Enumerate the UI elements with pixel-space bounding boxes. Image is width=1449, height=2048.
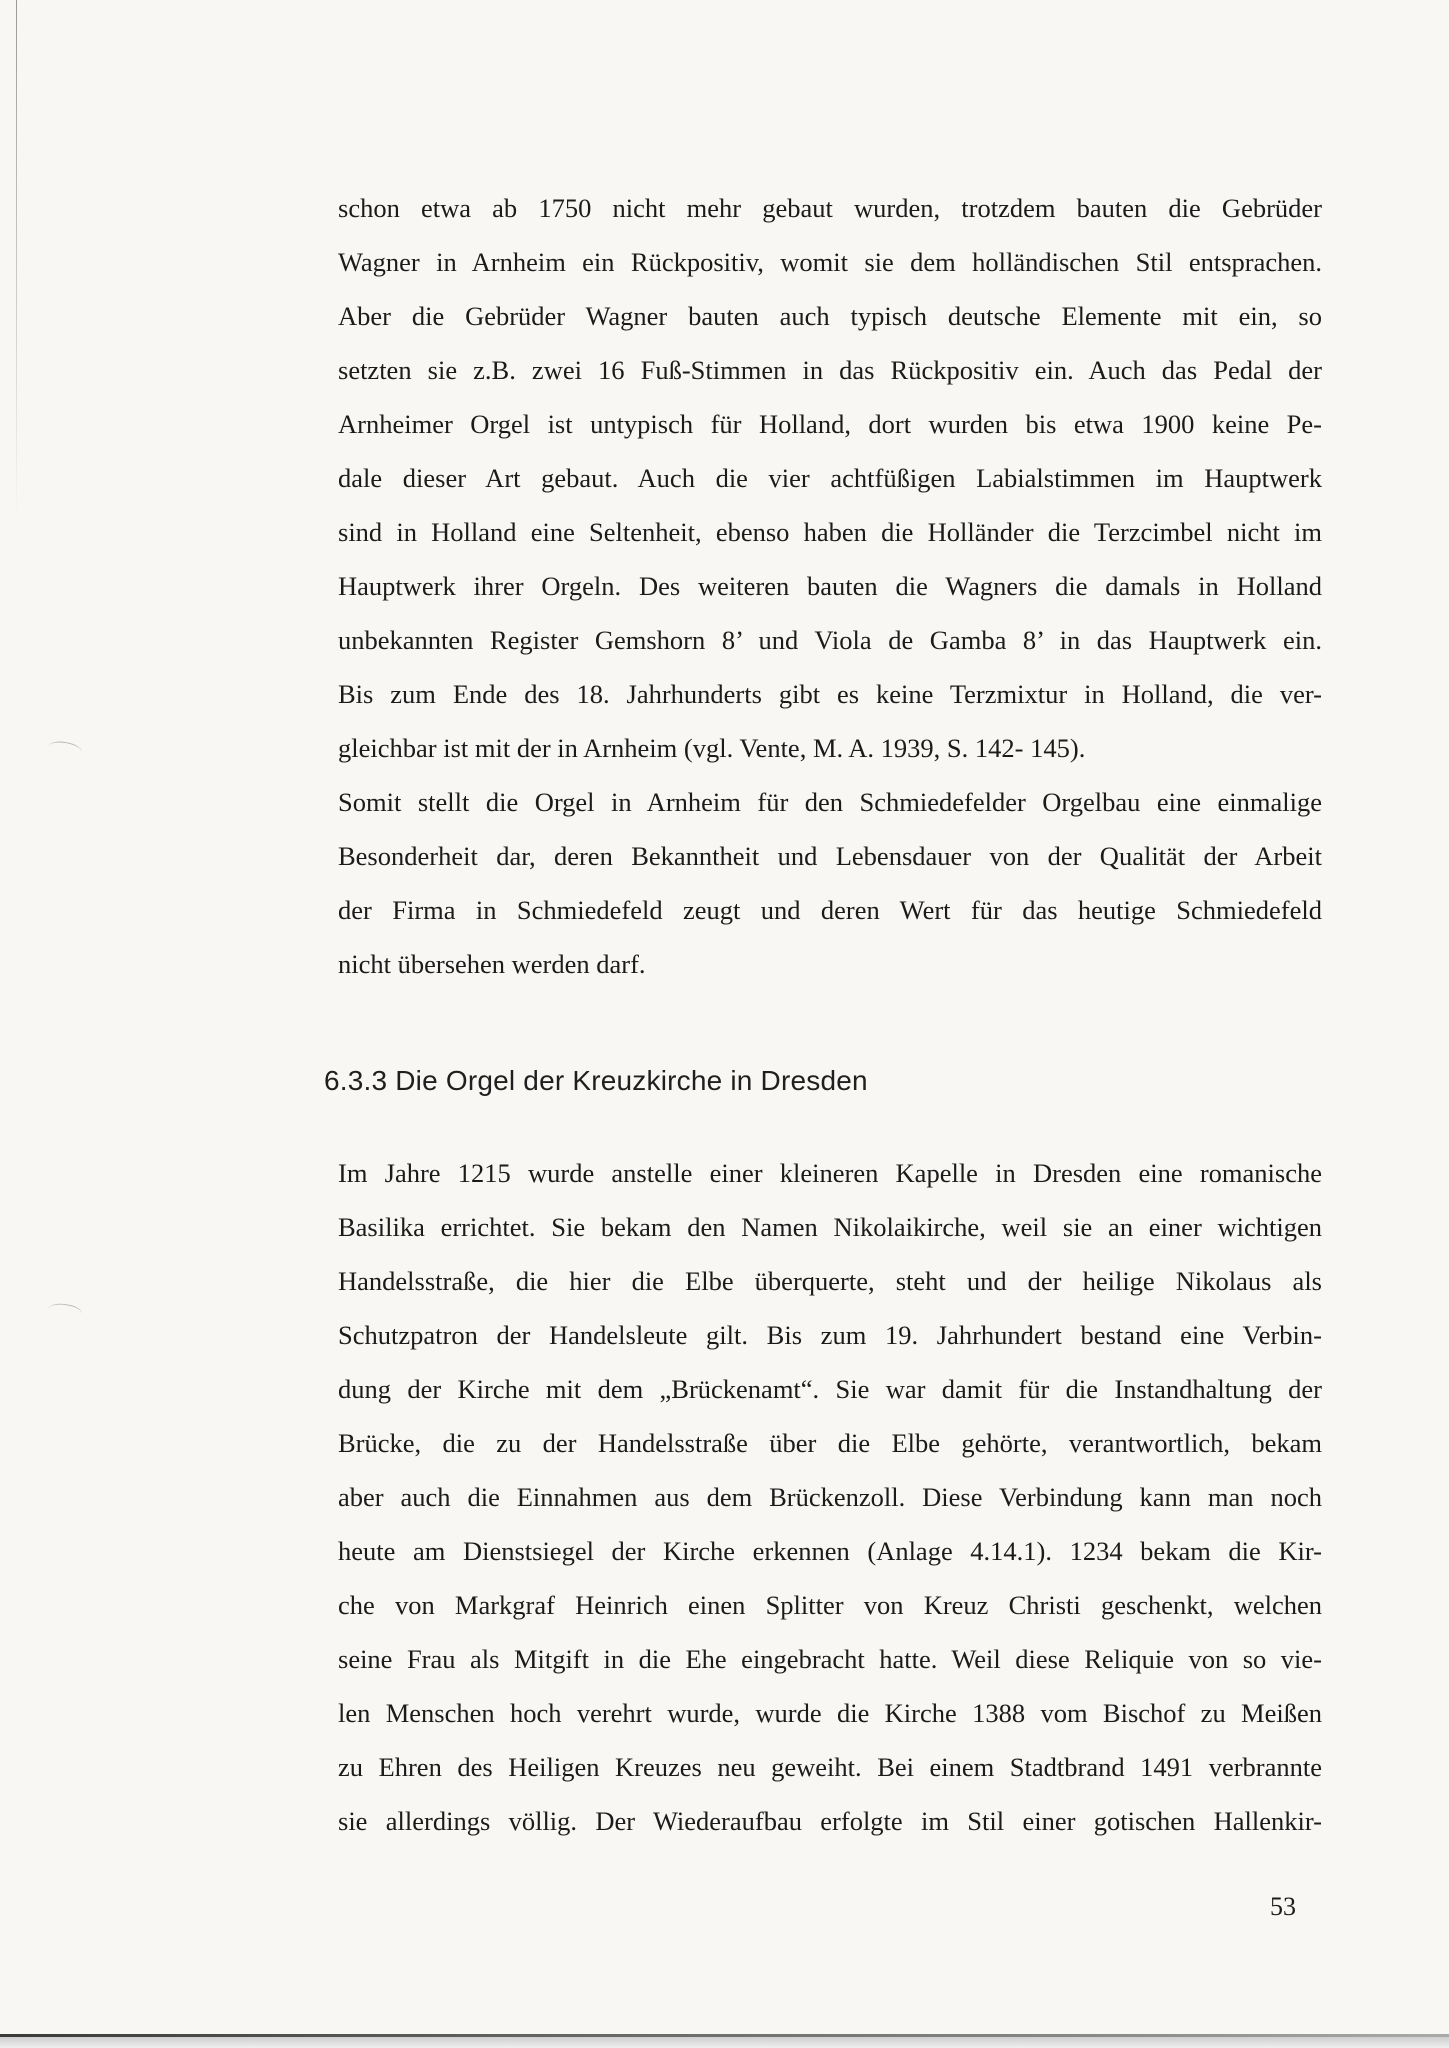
text-line: Handelsstraße, die hier die Elbe überquerte, steht und der heilige Nikolaus als (338, 1266, 1322, 1296)
text-line: setzten sie z.B. zwei 16 Fuß-Stimmen in das Rückpositiv ein. Auch das Pedal der (338, 355, 1322, 385)
text-line: nicht übersehen werden darf. (338, 949, 646, 979)
text-line: Aber die Gebrüder Wagner bauten auch typisch deutsche Elemente mit ein, so (338, 301, 1322, 331)
scan-hole-mark-top (47, 739, 83, 760)
page-number: 53 (1270, 1892, 1296, 1921)
text-line: sie allerdings völlig. Der Wiederaufbau erfolgte im Stil einer gotischen Hallenkir- (338, 1806, 1322, 1836)
text-line: Brücke, die zu der Handelsstraße über die Elbe gehörte, verantwortlich, bekam (338, 1428, 1322, 1458)
text-line: Im Jahre 1215 wurde anstelle einer kleineren Kapelle in Dresden eine romanische (338, 1158, 1322, 1188)
text-line: dale dieser Art gebaut. Auch die vier achtfüßigen Labialstimmen im Hauptwerk (338, 463, 1322, 493)
text-line: len Menschen hoch verehrt wurde, wurde die Kirche 1388 vom Bischof zu Meißen (338, 1698, 1322, 1728)
text-line: zu Ehren des Heiligen Kreuzes neu geweiht. Bei einem Stadtbrand 1491 verbrannte (338, 1752, 1322, 1782)
text-line: Basilika errichtet. Sie bekam den Namen Nikolaikirche, weil sie an einer wichtigen (338, 1212, 1322, 1242)
paragraph-kreuzkirche-history (338, 1146, 1322, 1848)
text-line: Schutzpatron der Handelsleute gilt. Bis zum 19. Jahrhundert bestand eine Verbin- (338, 1320, 1322, 1350)
text-line: seine Frau als Mitgift in die Ehe eingebracht hatte. Weil diese Reliquie von so vie- (338, 1644, 1322, 1674)
text-line: gleichbar ist mit der in Arnheim (vgl. Vente, M. A. 1939, S. 142- 145). (338, 733, 1086, 763)
scan-bottom-shadow (0, 2037, 1449, 2048)
text-line: sind in Holland eine Seltenheit, ebenso haben die Holländer die Terzcimbel nicht im (338, 517, 1322, 547)
text-line: aber auch die Einnahmen aus dem Brückenzoll. Diese Verbindung kann man noch (338, 1482, 1322, 1512)
text-line: Somit stellt die Orgel in Arnheim für den Schmiedefelder Orgelbau eine einmalige (338, 787, 1322, 817)
text-line: Besonderheit dar, deren Bekanntheit und Lebensdauer von der Qualität der Arbeit (338, 841, 1322, 871)
text-line: heute am Dienstsiegel der Kirche erkennen (Anlage 4.14.1). 1234 bekam die Kir- (338, 1536, 1322, 1566)
paragraph-arnheim-organ (338, 181, 1322, 991)
scan-edge-left (16, 0, 17, 520)
text-line: schon etwa ab 1750 nicht mehr gebaut wurden, trotzdem bauten die Gebrüder (338, 193, 1322, 223)
text-line: Bis zum Ende des 18. Jahrhunderts gibt es keine Terzmixtur in Holland, die ver- (338, 679, 1322, 709)
text-line: unbekannten Register Gemshorn 8’ und Viola de Gamba 8’ in das Hauptwerk ein. (338, 625, 1322, 655)
text-line: Wagner in Arnheim ein Rückpositiv, womit sie dem holländischen Stil entsprachen. (338, 247, 1322, 277)
text-line: der Firma in Schmiedefeld zeugt und deren Wert für das heutige Schmiedefeld (338, 895, 1322, 925)
text-line: Arnheimer Orgel ist untypisch für Holland, dort wurden bis etwa 1900 keine Pe- (338, 409, 1322, 439)
text-line: Hauptwerk ihrer Orgeln. Des weiteren bauten die Wagners die damals in Holland (338, 571, 1322, 601)
text-line: che von Markgraf Heinrich einen Splitter von Kreuz Christi geschenkt, welchen (338, 1590, 1322, 1620)
text-line: dung der Kirche mit dem „Brückenamt“. Sie war damit für die Instandhaltung der (338, 1374, 1322, 1404)
scan-hole-mark-bottom (47, 1302, 83, 1322)
section-heading: 6.3.3 Die Orgel der Kreuzkirche in Dresden (324, 1065, 868, 1096)
